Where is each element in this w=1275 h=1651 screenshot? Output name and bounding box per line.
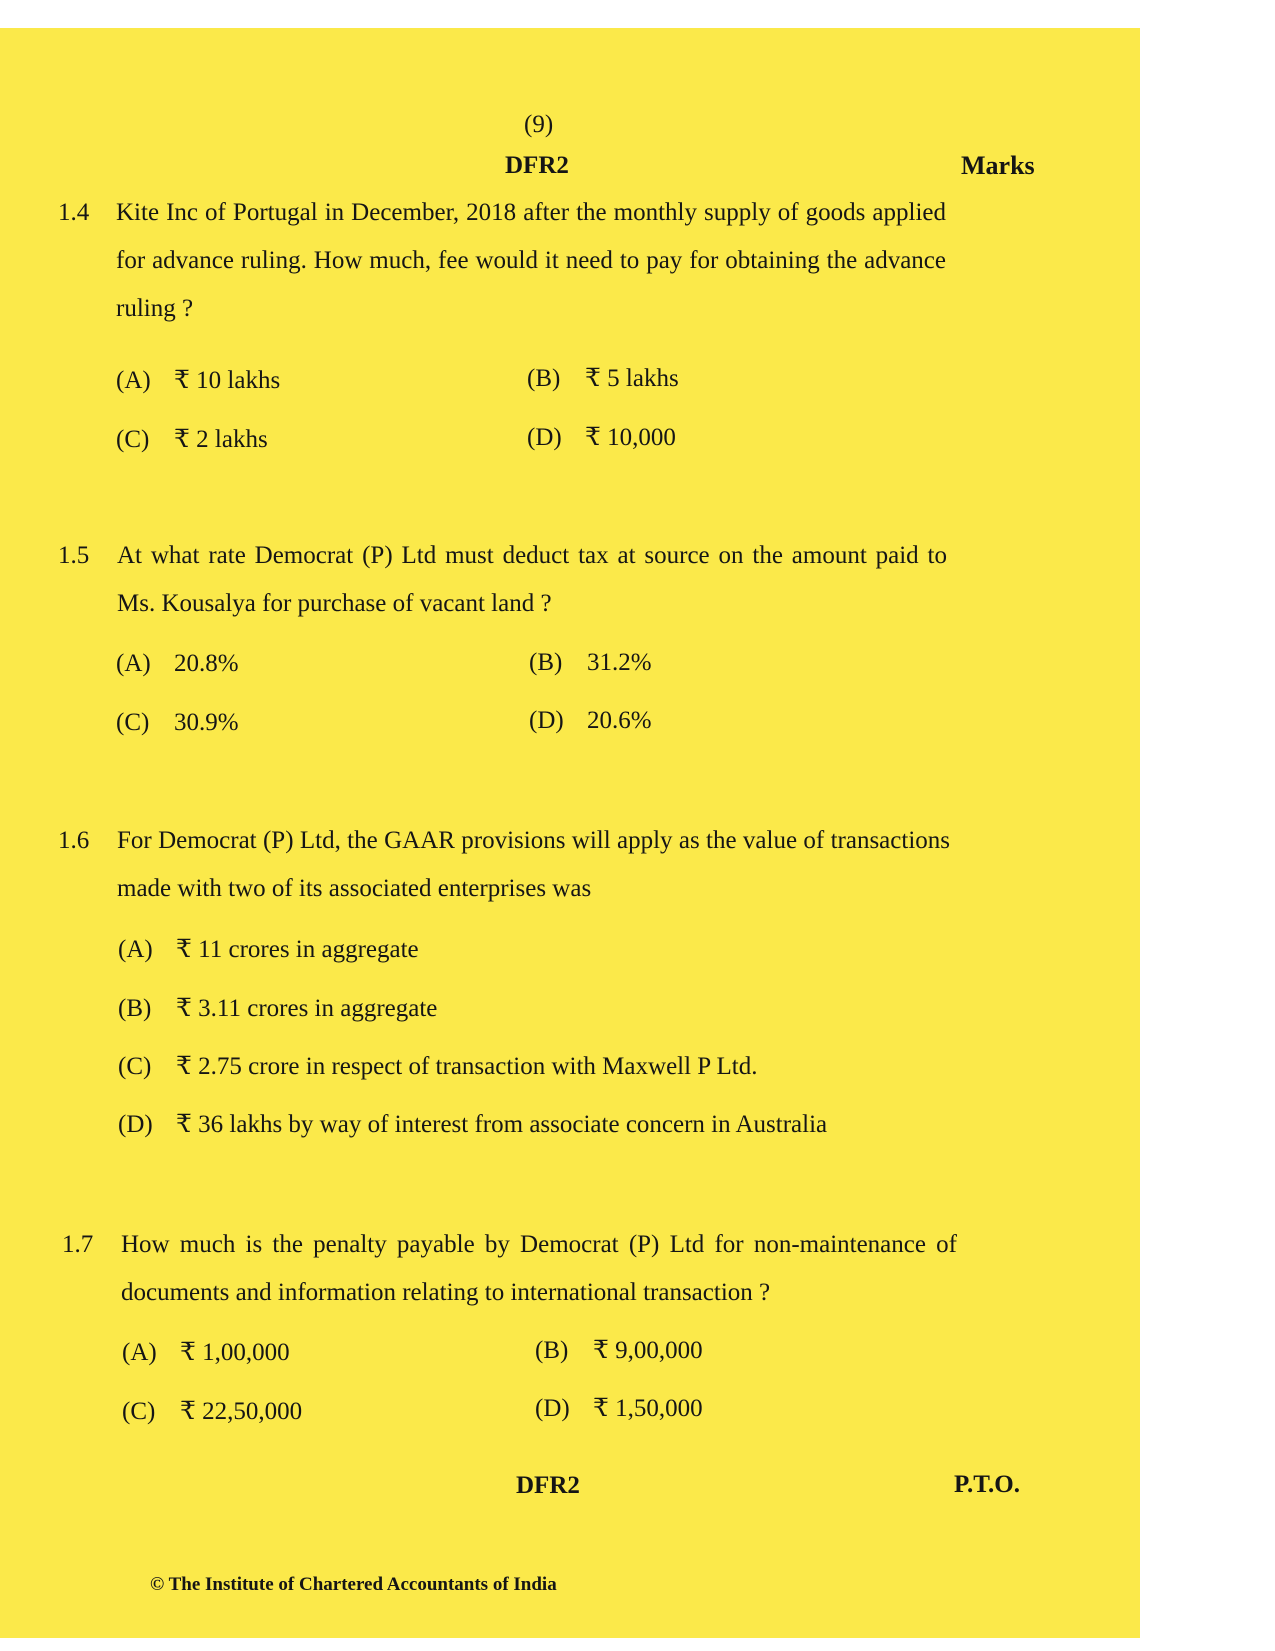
question-number: 1.7: [62, 1231, 94, 1258]
option-c: [122, 1397, 302, 1427]
option-text: ₹ 22,50,000: [180, 1398, 303, 1425]
option-b: [118, 994, 437, 1024]
option-text: ₹ 10,000: [585, 424, 676, 451]
option-text: ₹ 9,00,000: [593, 1337, 703, 1364]
option-label: (A): [116, 650, 151, 677]
option-label: (C): [118, 1053, 152, 1080]
option-text: ₹ 2 lakhs: [174, 426, 268, 453]
option-label: (B): [535, 1337, 569, 1364]
option-text: ₹ 3.11 crores in aggregate: [176, 995, 438, 1022]
option-text: ₹ 5 lakhs: [585, 365, 679, 392]
option-label: (B): [527, 365, 561, 392]
option-a: [118, 935, 419, 965]
option-label: (A): [118, 936, 153, 963]
option-c: [116, 708, 239, 738]
option-text: ₹ 1,50,000: [593, 1395, 703, 1422]
question-text: How much is the penalty payable by Democrat (P) Ltd for non-maintenance of documents and information relating to international transaction ?: [121, 1231, 957, 1306]
option-text: 31.2%: [587, 649, 652, 676]
marks-label: Marks: [961, 151, 1035, 180]
question-number: 1.6: [58, 827, 90, 854]
option-label: (D): [535, 1395, 570, 1422]
paper-code-header: DFR2: [505, 152, 569, 179]
option-a: [116, 649, 239, 679]
option-d: [535, 1394, 703, 1424]
option-text: 20.8%: [174, 650, 239, 677]
option-text: 30.9%: [174, 709, 239, 736]
option-label: (C): [116, 709, 150, 736]
option-d: [527, 423, 676, 453]
option-text: 20.6%: [587, 707, 652, 734]
page-number: (9): [524, 111, 554, 138]
question-text: At what rate Democrat (P) Ltd must deduct tax at source on the amount paid to Ms. Kousalya for purchase of vacant land ?: [117, 542, 947, 617]
option-d: [529, 706, 652, 736]
option-label: (D): [118, 1111, 153, 1138]
pto-label: P.T.O.: [954, 1471, 1020, 1498]
option-text: ₹ 1,00,000: [180, 1339, 290, 1366]
option-text: ₹ 36 lakhs by way of interest from associate concern in Australia: [176, 1111, 828, 1138]
option-label: (B): [529, 649, 563, 676]
option-label: (A): [116, 367, 151, 394]
option-d: [118, 1110, 827, 1140]
option-label: (D): [527, 424, 562, 451]
option-b: [527, 364, 679, 394]
option-text: ₹ 2.75 crore in respect of transaction with Maxwell P Ltd.: [176, 1053, 758, 1080]
option-a: [116, 366, 280, 396]
option-b: [535, 1336, 703, 1366]
question-number: 1.5: [58, 542, 90, 569]
question-text: For Democrat (P) Ltd, the GAAR provisions will apply as the value of transactions made with two of its associated enterprises was: [117, 827, 950, 902]
option-c: [116, 425, 268, 455]
question-number: 1.4: [58, 199, 90, 226]
paper-code-footer: DFR2: [516, 1472, 580, 1499]
option-label: (A): [122, 1339, 157, 1366]
option-label: (C): [116, 426, 150, 453]
option-a: [122, 1338, 290, 1368]
option-label: (C): [122, 1398, 156, 1425]
option-text: ₹ 10 lakhs: [174, 367, 281, 394]
option-text: ₹ 11 crores in aggregate: [176, 936, 419, 963]
option-label: (B): [118, 995, 152, 1022]
copyright-notice: © The Institute of Chartered Accountants of India: [150, 1574, 557, 1595]
question-text: Kite Inc of Portugal in December, 2018 after the monthly supply of goods applied for advance ruling. How much, fee would it need to pay for obtaining the advance ruling ?: [116, 199, 946, 322]
option-label: (D): [529, 707, 564, 734]
option-c: [118, 1052, 758, 1082]
option-b: [529, 648, 652, 678]
